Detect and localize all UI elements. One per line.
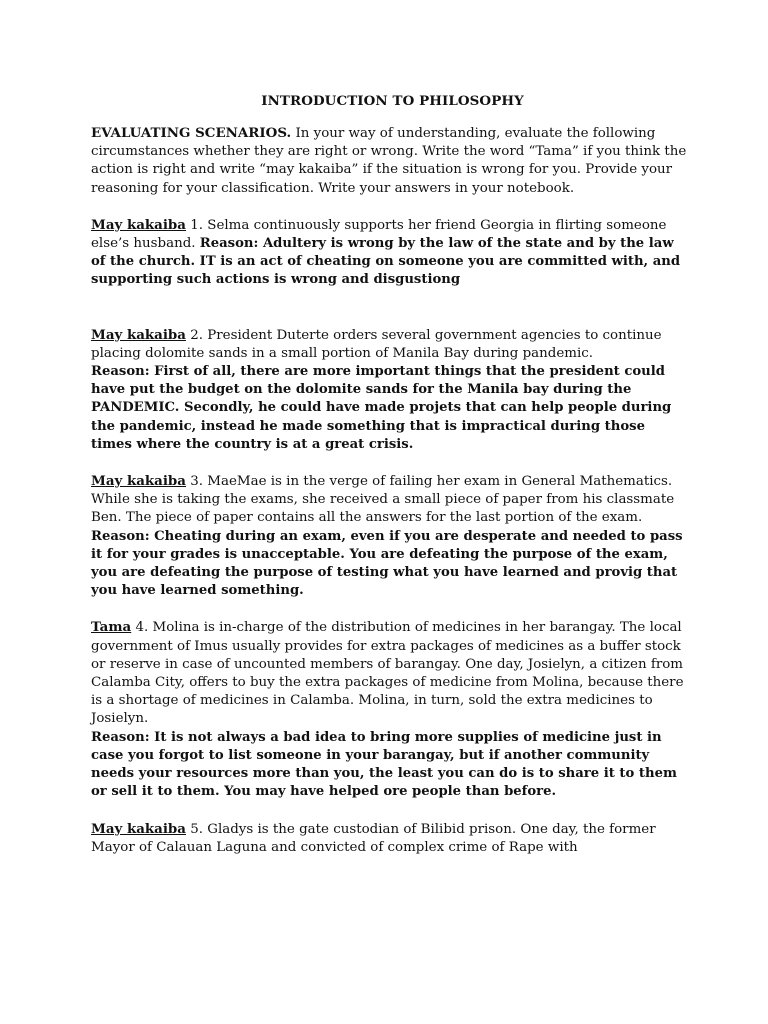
scenario-text	[91, 820, 688, 857]
answer-label: May kakaiba	[91, 326, 186, 343]
scenario-item	[91, 618, 688, 801]
scenario-item	[91, 472, 688, 600]
intro-paragraph	[91, 124, 688, 198]
answer-label: May kakaiba	[91, 473, 186, 490]
intro-body: In your way of understanding, evaluate the following circumstances whether they are right or wrong. Write the word “Tama” if you think the action is right and write “may kakaiba” if the situation is wrong for you. Provide your reasoning for your classification. Write your answers in your notebook.	[91, 126, 687, 196]
answer-label: May kakaiba	[91, 216, 186, 233]
scenario-item	[91, 216, 688, 290]
answer-label: May kakaiba	[91, 820, 186, 837]
scenario-body: 1. Selma continuously supports her friend Georgia in flirting someone else’s husband.	[91, 217, 667, 252]
reason-text: Reason: Adultery is wrong by the law of the state and by the law of the church. IT is an act of cheating on someone you are committed with, and supporting such actions is wrong and disgustiong	[91, 236, 681, 288]
scenario-text	[91, 326, 688, 363]
scenario-item	[91, 820, 688, 857]
scenario-body: 4. Molina is in-charge of the distribution of medicines in her barangay. The local government of Imus usually provides for extra packages of medicines as a buffer stock or reserve in case of uncounted members of barangay. One day, Josielyn, a citizen from Calamba City, offers to buy the extra packages of medicine from Molina, because there is a shortage of medicines in Calamba. Molina, in turn, sold the extra medicines to Josielyn.	[91, 620, 684, 727]
intro-heading: EVALUATING SCENARIOS.	[91, 125, 292, 141]
reason-text: Reason: It is not always a bad idea to bring more supplies of medicine just in case you forgot to list someone in your barangay, but if another community needs your resources more than you, the least you can do is to share it to them or sell it to them. You may have helped ore people than before.	[91, 729, 677, 800]
scenario-text	[91, 618, 688, 728]
scenario-body: 3. MaeMae is in the verge of failing her exam in General Mathematics. While she is taking the exams, she received a small piece of paper from his classmate Ben. The piece of paper contains all the answers for the last portion of the exam.	[91, 474, 675, 526]
scenario-body: 2. President Duterte orders several government agencies to continue placing dolomite sands in a small portion of Manila Bay during pandemic.	[91, 327, 662, 361]
answer-label: Tama	[91, 619, 132, 636]
scenario-body: 5. Gladys is the gate custodian of Bilibid prison. One day, the former Mayor of Calauan Laguna and convicted of complex crime of Rape with	[91, 821, 656, 855]
page-title: INTRODUCTION TO PHILOSOPHY	[261, 93, 524, 109]
reason-text: Reason: First of all, there are more important things that the president could have put the budget on the dolomite sands for the Manila bay during the PANDEMIC. Secondly, he could have made projets that can help people during the pandemic, instead he made something that is impractical during those times where the country is at a great crisis.	[91, 364, 672, 452]
scenario-item	[91, 326, 688, 454]
scenario-text	[91, 472, 688, 528]
scenario-text	[91, 216, 688, 290]
reason-text: Reason: Cheating during an exam, even if you are desperate and needed to pass it for your grades is unacceptable. You are defeating the purpose of the exam, you are defeating the purpose of testing what you have learned and provig that you have learned something.	[91, 528, 683, 599]
intro-text	[91, 124, 688, 198]
